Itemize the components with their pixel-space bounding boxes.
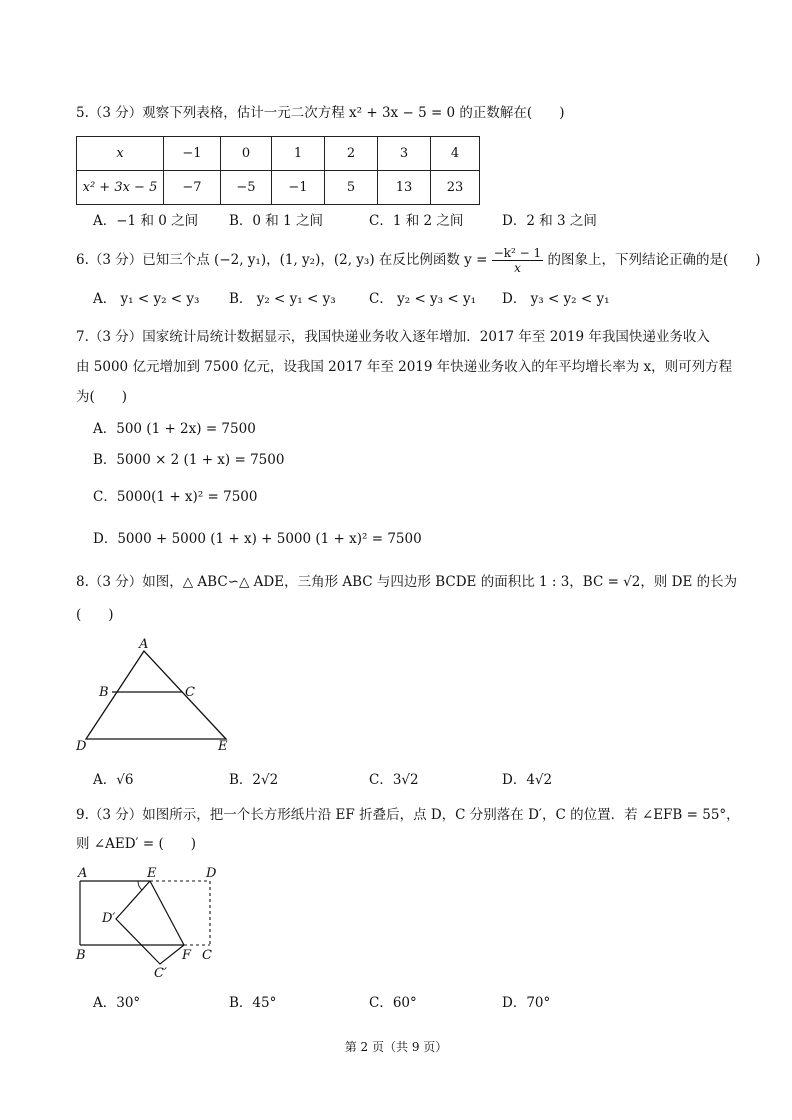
q5-stem: 5.（3 分）观察下列表格，估计一元二次方程 x² + 3x − 5 = 0 的正数解在( ): [76, 105, 565, 121]
q6-option-b[interactable]: B． y₂ < y₁ < y₃: [229, 291, 336, 307]
label-b: B: [99, 685, 109, 700]
table-cell: 2: [325, 137, 378, 171]
q6-stem: [76, 246, 761, 275]
label-e: E: [147, 866, 157, 881]
q7-option-c[interactable]: C．5000(1 + x)² = 7500: [93, 489, 258, 505]
q6-fraction-numerator: −k² − 1: [493, 246, 542, 260]
table-cell: 4: [431, 137, 480, 171]
q9-fold-figure: [70, 864, 230, 982]
crease-ef: [150, 881, 184, 945]
table-cell: x: [77, 137, 164, 171]
label-d-prime: D′: [102, 911, 116, 926]
q6-option-d[interactable]: D． y₃ < y₂ < y₁: [502, 291, 610, 307]
label-a: A: [139, 637, 149, 652]
table-cell: x² + 3x − 5: [77, 171, 164, 205]
q7-option-d[interactable]: D．5000 + 5000 (1 + x) + 5000 (1 + x)² = 7500: [93, 531, 422, 547]
table-cell: 13: [378, 171, 431, 205]
table-row: [77, 171, 480, 205]
label-f: F: [182, 948, 192, 963]
q9-option-b[interactable]: B．45°: [229, 995, 277, 1011]
q5-option-c[interactable]: C．1 和 2 之间: [369, 213, 464, 229]
q6-option-c[interactable]: C． y₂ < y₃ < y₁: [369, 291, 477, 307]
page-footer: 第 2 页（共 9 页）: [344, 1040, 448, 1054]
table-cell: 1: [272, 137, 325, 171]
q6-fraction-denominator: x: [514, 261, 521, 275]
table-cell: 5: [325, 171, 378, 205]
q9-option-c[interactable]: C．60°: [369, 995, 417, 1011]
table-cell: −5: [221, 171, 272, 205]
q8-option-b[interactable]: B．2√2: [229, 772, 279, 788]
q7-line-2: 由 5000 亿元增加到 7500 亿元，设我国 2017 年至 2019 年快递业务收入的年平均增长率为 x，则可列方程: [76, 359, 733, 375]
q8-line-1: 8.（3 分）如图，△ ABC∽△ ADE，三角形 ABC 与四边形 BCDE 的面积比 1 : 3，BC = √2，则 DE 的长为: [76, 574, 738, 590]
q9-line-1: 9.（3 分）如图所示，把一个长方形纸片沿 EF 折叠后，点 D，C 分别落在 D′，C 的位置．若 ∠EFB = 55°，: [76, 807, 740, 823]
q7-line-1: 7.（3 分）国家统计局统计数据显示，我国快递业务收入逐年增加．2017 年至 2019 年我国快递业务收入: [76, 329, 710, 345]
q9-option-a[interactable]: A．30°: [93, 995, 141, 1011]
label-a: A: [78, 866, 88, 881]
q6-stem-after: 的图象上，下列结论正确的是( ): [547, 252, 761, 268]
table-cell: −1: [272, 171, 325, 205]
q9-line-2: 则 ∠AED′ = ( ): [76, 836, 197, 852]
table-cell: −7: [164, 171, 221, 205]
q8-option-c[interactable]: C．3√2: [369, 772, 419, 788]
q7-option-b[interactable]: B．5000 × 2 (1 + x) = 7500: [93, 452, 285, 468]
q8-option-d[interactable]: D．4√2: [502, 772, 553, 788]
label-d: D: [76, 739, 87, 754]
q8-line-2: ( ): [76, 607, 114, 623]
q8-triangle-figure: [68, 634, 268, 758]
table-row: [77, 137, 480, 171]
label-e: E: [218, 739, 228, 754]
table-cell: 3: [378, 137, 431, 171]
q9-option-d[interactable]: D．70°: [502, 995, 551, 1011]
table-cell: 0: [221, 137, 272, 171]
q8-option-a[interactable]: A．√6: [93, 772, 134, 788]
q7-option-a[interactable]: A．500 (1 + 2x) = 7500: [93, 421, 256, 437]
q6-fraction: [492, 246, 543, 275]
q5-option-d[interactable]: D．2 和 3 之间: [502, 213, 597, 229]
label-b: B: [76, 948, 86, 963]
q6-stem-before: 6.（3 分）已知三个点 (−2, y₁)，(1, y₂)，(2, y₃) 在反比例函数 y =: [76, 252, 488, 268]
angle-mark: [138, 881, 142, 890]
label-c-prime: C′: [154, 966, 167, 981]
table-cell: −1: [164, 137, 221, 171]
table-cell: 23: [431, 171, 480, 205]
label-d: D: [206, 866, 217, 881]
folded-flap: [116, 881, 184, 964]
q5-option-b[interactable]: B．0 和 1 之间: [229, 213, 323, 229]
q7-line-3: 为( ): [76, 389, 128, 405]
q5-option-a[interactable]: A．−1 和 0 之间: [93, 213, 199, 229]
label-c: C: [202, 948, 212, 963]
q6-option-a[interactable]: A． y₁ < y₂ < y₃: [93, 291, 200, 307]
q5-value-table: [76, 136, 480, 205]
label-c: C: [185, 685, 195, 700]
